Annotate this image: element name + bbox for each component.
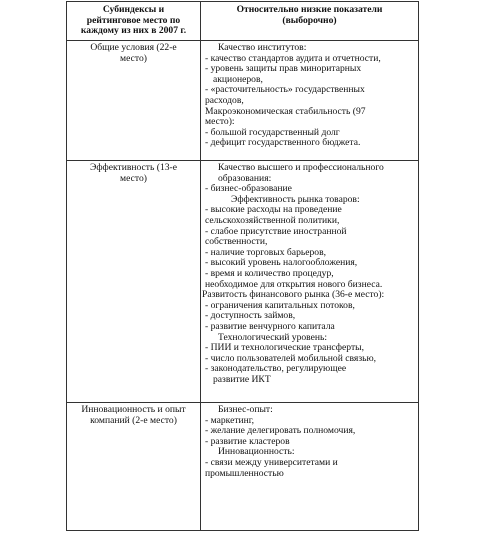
indicator-line: Эффективность рынка товаров: <box>231 193 360 205</box>
indicator-line: - связи между университетами и <box>205 456 338 468</box>
indicators-table <box>66 1 419 531</box>
header-indicators <box>202 5 417 26</box>
header-line: рейтинговое место по <box>86 14 181 26</box>
indicator-line: - время и количество процедур, <box>205 267 334 279</box>
indicator-line: акционеров, <box>213 73 263 85</box>
indicator-line: - ПИИ и технологические трансферты, <box>205 342 364 354</box>
indicator-line: промышленностью <box>205 467 284 479</box>
table-border-left <box>66 1 67 531</box>
indicator-line: - развитие венчурного капитала <box>205 320 335 332</box>
table-border-right <box>418 1 419 531</box>
indicator-line: - уровень защиты прав миноритарных <box>205 63 362 75</box>
indicator-line: - законодательство, регулирующее <box>205 363 347 375</box>
table-border-top <box>66 1 419 2</box>
row-indicators-general-conditions <box>205 43 417 149</box>
indicator-line: - желание делегировать полномочия, <box>205 425 356 437</box>
header-line: Относительно низкие показатели <box>236 4 383 15</box>
header-line: Субиндексы и <box>102 4 165 15</box>
indicator-line: - высокие расходы на проведение <box>205 204 342 216</box>
indicator-line: - большой государственный долг <box>205 126 340 138</box>
label-line: Эффективность (13-е <box>90 162 177 173</box>
label-line: Инновационность и опыт <box>81 404 186 415</box>
indicator-line: - «расточительность» государственных <box>205 84 365 96</box>
indicator-line: Качество высшего и профессионального <box>218 162 384 173</box>
label-line: Общие условия (22-е <box>90 42 177 53</box>
indicator-line: расходов, <box>205 94 244 106</box>
indicator-line: место): <box>205 116 235 128</box>
indicator-line: Технологический уровень: <box>218 331 328 343</box>
row-label-innovation <box>68 405 199 426</box>
header-line: каждому из них в 2007 г. <box>80 25 187 37</box>
indicator-line: развитие ИКТ <box>213 373 271 385</box>
row-divider <box>66 160 419 161</box>
row-indicators-efficiency <box>202 162 417 385</box>
indicator-line: необходимое для открытия нового бизнеса. <box>205 278 383 290</box>
indicator-line: - качество стандартов аудита и отчетности, <box>205 52 381 64</box>
indicator-line: - бизнес-образование <box>205 183 292 195</box>
row-indicators-innovation <box>205 405 417 479</box>
indicator-line: образования: <box>218 172 272 184</box>
indicator-line: - высокий уровень налогообложения, <box>205 257 358 269</box>
indicator-line: - маркетинг, <box>205 414 255 426</box>
header-divider <box>66 40 419 41</box>
indicator-line: - наличие торговых барьеров, <box>205 246 327 258</box>
indicator-line: - число пользователей мобильной связью, <box>205 352 377 364</box>
indicator-line: Бизнес-опыт: <box>218 404 273 415</box>
table-border-bottom <box>66 530 419 531</box>
label-line: место) <box>120 52 147 64</box>
indicator-line: Инновационность: <box>218 446 295 458</box>
label-line: место) <box>120 172 147 184</box>
indicator-line: - развитие кластеров <box>205 435 290 447</box>
indicator-line: Развитость финансового рынка (36-е место): <box>202 289 385 301</box>
header-subindex <box>68 5 199 37</box>
row-divider <box>66 402 419 403</box>
indicator-line: Качество институтов: <box>218 42 307 53</box>
indicator-line: собственности, <box>205 236 268 248</box>
indicator-line: - ограничения капитальных потоков, <box>205 299 355 311</box>
indicator-line: - слабое присутствие иностранной <box>205 225 347 237</box>
header-line: (выборочно) <box>282 14 337 26</box>
row-label-general-conditions <box>68 43 199 64</box>
table-column-divider <box>200 1 201 531</box>
indicator-line: - доступность займов, <box>205 310 296 322</box>
label-line: компаний (2-е место) <box>90 414 177 426</box>
indicator-line: Макроэкономическая стабильность (97 <box>205 105 366 117</box>
indicator-line: - дефицит государственного бюджета. <box>205 137 361 149</box>
indicator-line: сельскохозяйственной политики, <box>205 214 340 226</box>
row-label-efficiency <box>68 163 199 184</box>
